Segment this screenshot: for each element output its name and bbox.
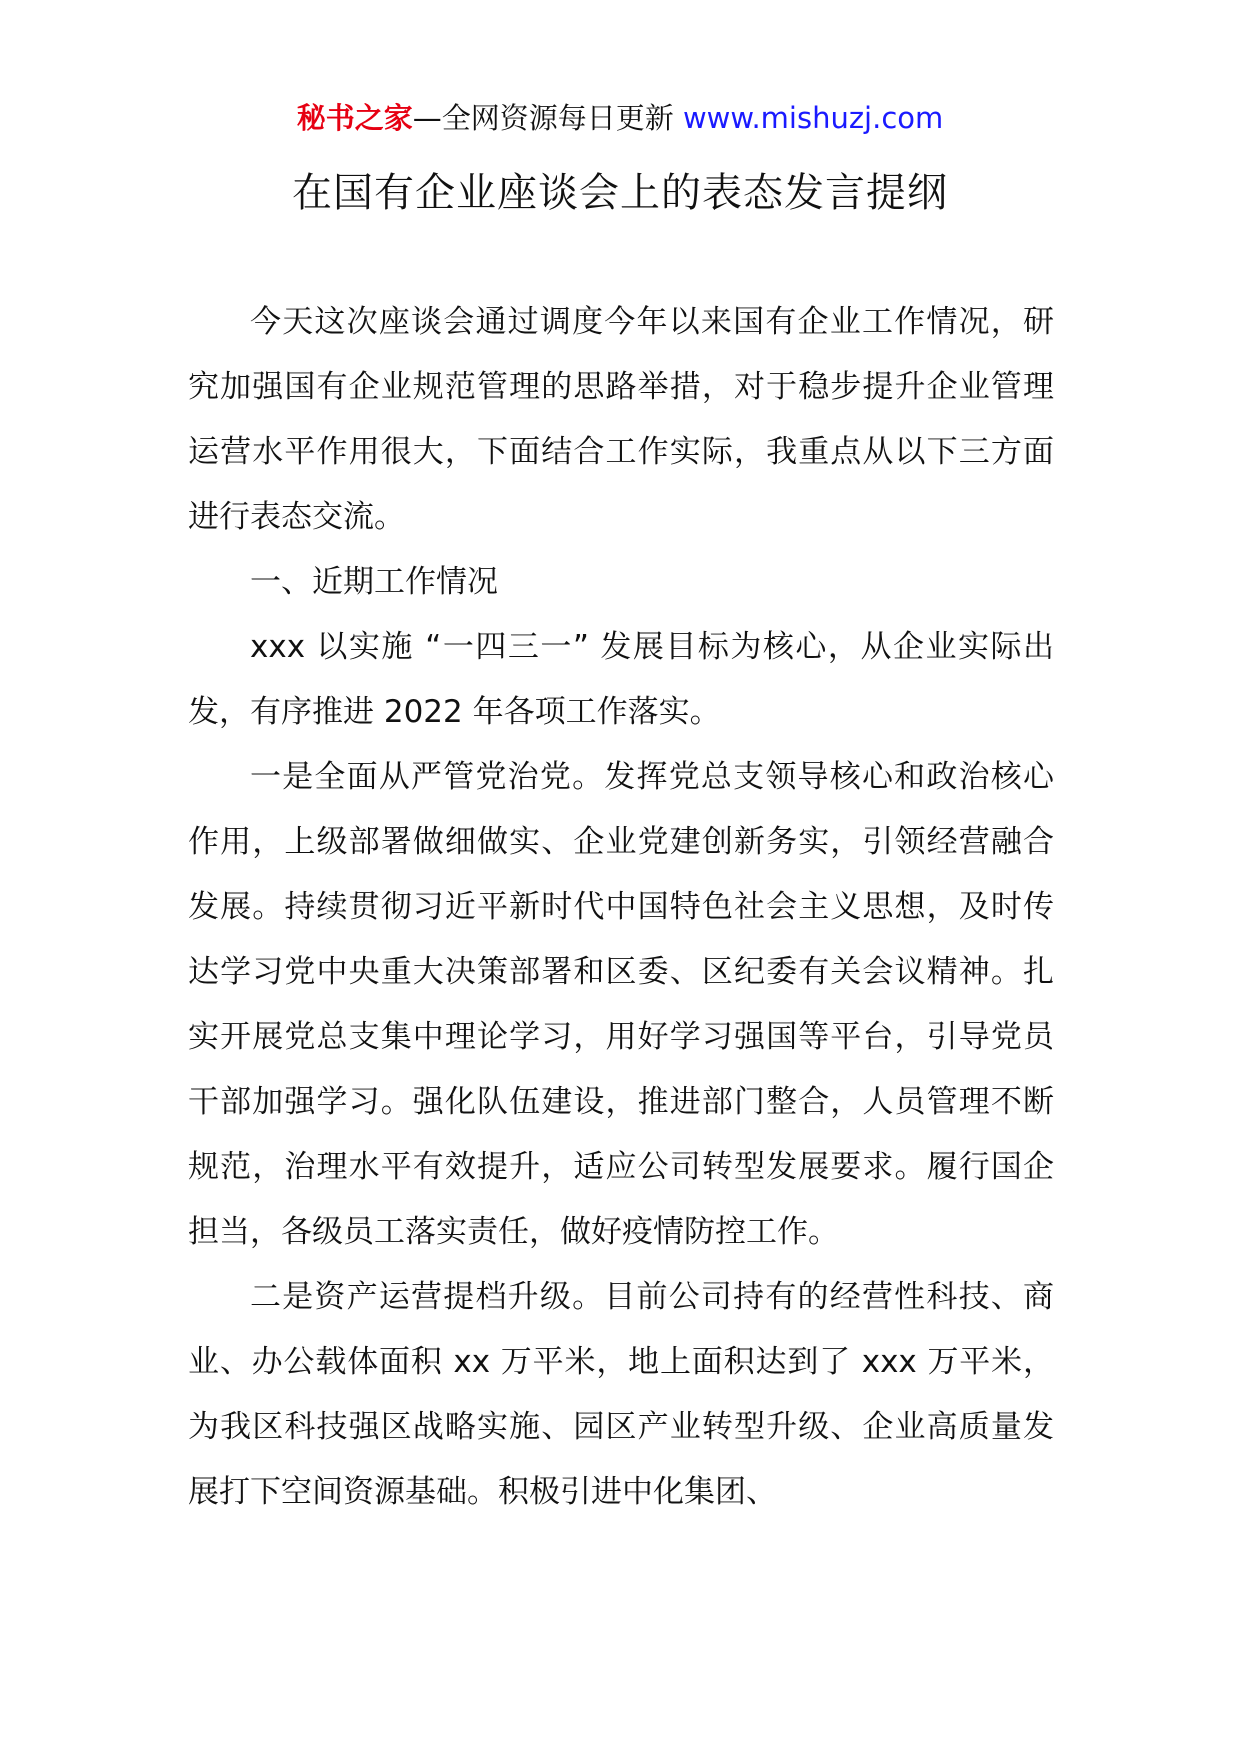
document-title: 在国有企业座谈会上的表态发言提纲 — [292, 170, 948, 216]
site-link[interactable]: www.mishuzj.com — [682, 101, 944, 135]
paragraph-party-building: 一是全面从严管党治党。发挥党总支领导核心和政治核心作用，上级部署做细做实、企业党建创新务实，引领经营融合发展。持续贯彻习近平新时代中国特色社会主义思想，及时传达学习党中央重大决策部署和区委、区纪委有关会议精神。扎实开展党总支集中理论学习，用好学习强国等平台，引导党员干部加强学习。强化队伍建设，推进部门整合，人员管理不断规范，治理水平有效提升，适应公司转型发展要求。履行国企担当，各级员工落实责任，做好疫情防控工作。 — [188, 759, 1054, 1250]
paragraph-intro: 今天这次座谈会通过调度今年以来国有企业工作情况，研究加强国有企业规范管理的思路举措，对于稳步提升企业管理运营水平作用很大，下面结合工作实际，我重点从以下三方面进行表态交流。 — [188, 304, 1054, 535]
brand-name: 秘书之家 — [296, 101, 413, 135]
paragraph-asset-operation: 二是资产运营提档升级。目前公司持有的经营性科技、商业、办公载体面积 xx 万平米，地上面积达到了 xxx 万平米，为我区科技强区战略实施、园区产业转型升级、企业高质量发展打下空间资源基础。积极引进中化集团、 — [188, 1279, 1054, 1510]
paragraph-overview: xxx 以实施 “一四三一” 发展目标为核心，从企业实际出发，有序推进 2022 年各项工作落实。 — [188, 629, 1054, 730]
section-heading: 一、近期工作情况 — [250, 564, 498, 600]
document-body — [188, 290, 1054, 1525]
brand-tagline: —全网资源每日更新 — [412, 101, 674, 135]
watermark-header — [0, 98, 1240, 138]
